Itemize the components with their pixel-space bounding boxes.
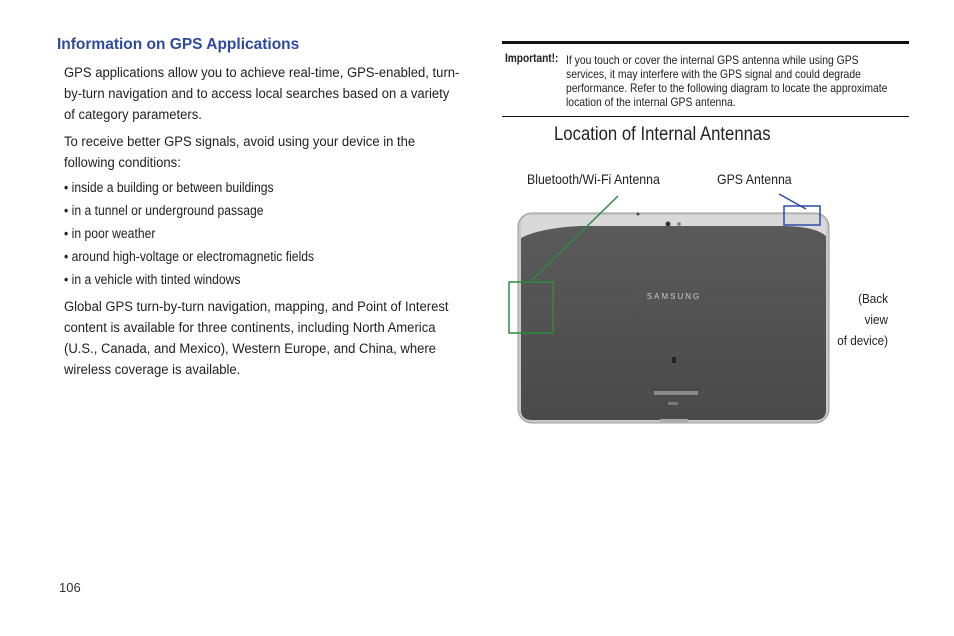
device-back-panel [521, 226, 826, 420]
section-title: Information on GPS Applications [57, 36, 300, 53]
coverage-paragraph: Global GPS turn-by-turn navigation, mapping, and Point of Interest content is available for three continents, including North America (U.S., Canada, and Mexico), Western Europe, and China, where wireless coverage is available. [64, 299, 449, 378]
speaker-mark [672, 357, 676, 363]
back-view-line-2: of device) [837, 333, 888, 348]
regulatory-mark [668, 402, 678, 405]
device-brand: SAMSUNG [646, 292, 702, 301]
diagram-title: Location of Internal Antennas [554, 124, 771, 145]
flash-icon [677, 222, 681, 226]
page-number: 106 [59, 580, 81, 595]
important-text: If you touch or cover the internal GPS antenna while using GPS services, it may interfere with the GPS signal and could degrade performance. Refer to the following diagram to locate the approximate location of the internal GPS antenna. [566, 53, 888, 109]
bottom-connector [660, 419, 688, 422]
back-view-line-1: (Back view [858, 291, 888, 327]
conditions-intro-paragraph: To receive better GPS signals, avoid using your device in the following conditions: [64, 134, 416, 171]
important-label: Important!: [505, 53, 559, 65]
list-item: • in poor weather [64, 226, 156, 241]
camera-icon [666, 222, 671, 227]
list-item: • in a vehicle with tinted windows [64, 272, 241, 287]
list-item: • inside a building or between buildings [64, 180, 274, 195]
gps-antenna-label: GPS Antenna [717, 171, 792, 187]
mic-icon [637, 213, 640, 216]
back-view-caption [834, 288, 888, 351]
intro-paragraph: GPS applications allow you to achieve real-time, GPS-enabled, turn-by-turn navigation and to access local searches based on a variety of category parameters. [64, 65, 460, 123]
list-item: • around high-voltage or electromagnetic fields [64, 249, 315, 264]
list-item: • in a tunnel or underground passage [64, 203, 264, 218]
bluetooth-antenna-label: Bluetooth/Wi-Fi Antenna [527, 171, 660, 187]
carrier-logo [654, 391, 698, 395]
